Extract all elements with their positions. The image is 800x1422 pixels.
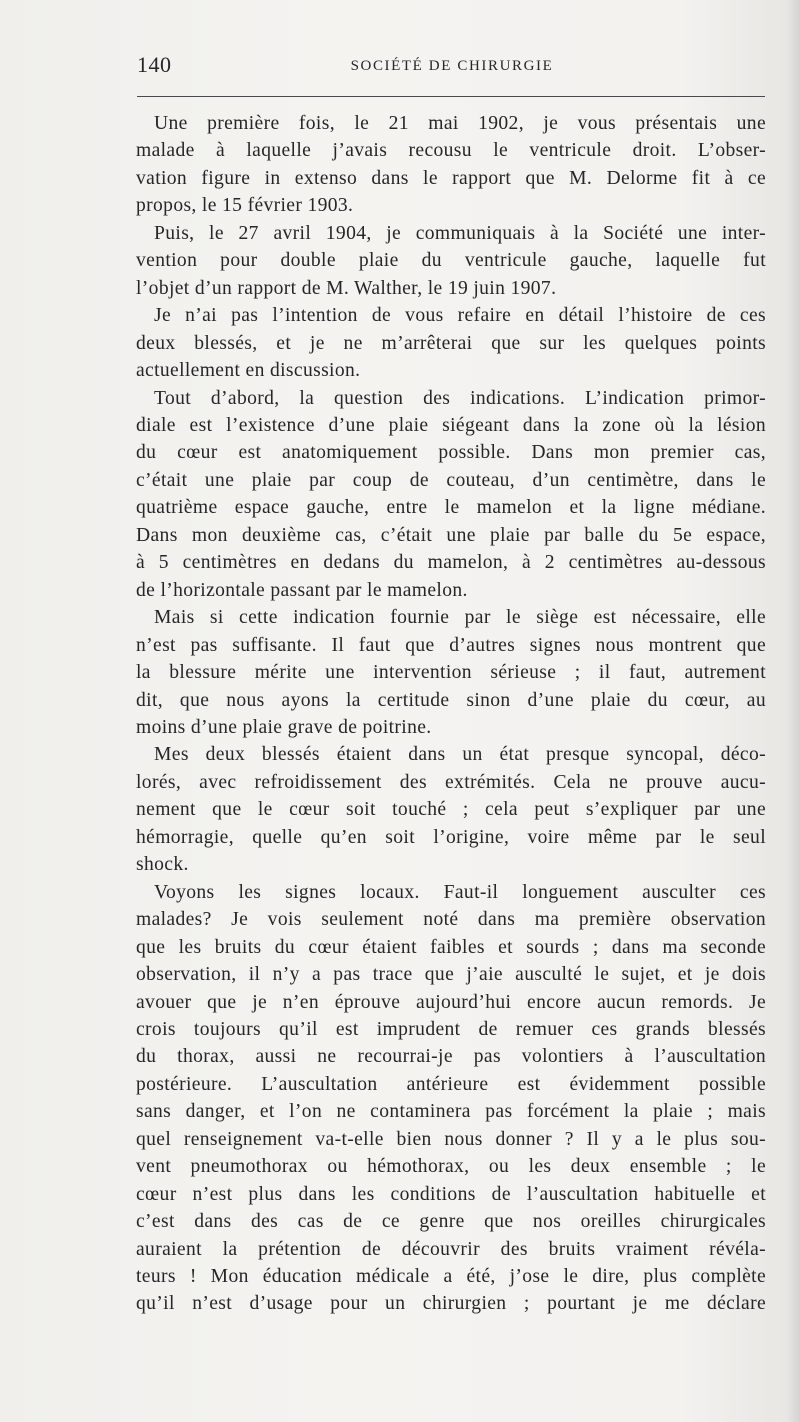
text-line: diale est l’existence d’une plaie siégeant dans la zone où la lésion xyxy=(136,414,766,436)
text-line: vention pour double plaie du ventricule gauche, laquelle fut xyxy=(136,250,766,272)
text-line: du thorax, aussi ne recourrai-je pas volontiers à l’auscultation xyxy=(136,1046,766,1068)
text-line: postérieure. L’auscultation antérieure est évidemment possible xyxy=(136,1073,766,1095)
page-header xyxy=(137,52,765,84)
text-line: vation figure in extenso dans le rapport que M. Delorme fit à ce xyxy=(136,167,766,189)
text-line: sans danger, et l’on ne contaminera pas forcément la plaie ; mais xyxy=(136,1101,766,1123)
text-line: crois toujours qu’il est imprudent de remuer ces grands blessés xyxy=(136,1018,766,1040)
text-line: la blessure mérite une intervention sérieuse ; il faut, autrement xyxy=(136,662,766,684)
text-line: vent pneumothorax ou hémothorax, ou les deux ensemble ; le xyxy=(136,1156,766,1178)
text-line: avouer que je n’en éprouve aujourd’hui encore aucun remords. Je xyxy=(136,991,766,1013)
text-line: malade à laquelle j’avais recousu le ventricule droit. L’obser- xyxy=(136,140,766,162)
text-line: deux blessés, et je ne m’arrêterai que sur les quelques points xyxy=(136,332,766,354)
page-number: 140 xyxy=(137,52,172,77)
text-line: l’objet d’un rapport de M. Walther, le 19 juin 1907. xyxy=(136,277,557,299)
text-line: moins d’une plaie grave de poitrine. xyxy=(136,716,432,738)
text-line: Puis, le 27 avril 1904, je communiquais à la Société une inter- xyxy=(154,222,766,244)
body-text xyxy=(136,110,766,1318)
text-line: c’était une plaie par coup de couteau, d’un centimètre, dans le xyxy=(136,469,766,491)
text-line: Je n’ai pas l’intention de vous refaire en détail l’histoire de ces xyxy=(154,305,766,327)
text-line: n’est pas suffisante. Il faut que d’autres signes nous montrent que xyxy=(136,634,766,656)
text-line: à 5 centimètres en dedans du mamelon, à 2 centimètres au-dessous xyxy=(136,552,766,574)
text-line: que les bruits du cœur étaient faibles et sourds ; dans ma seconde xyxy=(136,936,766,958)
text-line: shock. xyxy=(136,854,189,876)
text-line: de l’horizontale passant par le mamelon. xyxy=(136,579,468,601)
text-line: cœur n’est plus dans les conditions de l’auscultation habituelle et xyxy=(136,1183,766,1205)
text-line: auraient la prétention de découvrir des bruits vraiment révéla- xyxy=(136,1238,766,1260)
text-line: du cœur est anatomiquement possible. Dans mon premier cas, xyxy=(136,442,766,464)
page-edge-shadow xyxy=(786,0,800,1422)
text-line: malades? Je vois seulement noté dans ma première observation xyxy=(136,909,766,931)
text-line: quatrième espace gauche, entre le mamelon et la ligne médiane. xyxy=(136,497,766,519)
text-line: lorés, avec refroidissement des extrémités. Cela ne prouve aucu- xyxy=(136,771,766,793)
text-line: hémorragie, quelle qu’en soit l’origine, voire même par le seul xyxy=(136,826,766,848)
text-line: Dans mon deuxième cas, c’était une plaie par balle du 5e espace, xyxy=(136,524,766,546)
text-line: Tout d’abord, la question des indications. L’indication primor- xyxy=(154,387,766,409)
text-line: propos, le 15 février 1903. xyxy=(136,195,354,217)
text-line: actuellement en discussion. xyxy=(136,360,361,382)
text-line: Une première fois, le 21 mai 1902, je vous présentais une xyxy=(154,113,766,134)
text-line: Voyons les signes locaux. Faut-il longuement ausculter ces xyxy=(154,881,766,903)
text-line: dit, que nous ayons la certitude sinon d’une plaie du cœur, au xyxy=(136,689,766,711)
text-line: quel renseignement va-t-elle bien nous donner ? Il y a le plus sou- xyxy=(136,1128,766,1150)
running-head: SOCIÉTÉ DE CHIRURGIE xyxy=(350,58,554,74)
text-line: qu’il n’est d’usage pour un chirurgien ; pourtant je me déclare xyxy=(136,1293,766,1315)
text-line: teurs ! Mon éducation médicale a été, j’ose le dire, plus complète xyxy=(136,1266,766,1288)
text-line: Mais si cette indication fournie par le siège est nécessaire, elle xyxy=(154,607,766,629)
text-line: Mes deux blessés étaient dans un état presque syncopal, déco- xyxy=(154,744,766,766)
text-line: nement que le cœur soit touché ; cela peut s’expliquer par une xyxy=(136,799,766,821)
header-rule xyxy=(137,96,765,97)
text-line: observation, il n’y a pas trace que j’aie ausculté le sujet, et je dois xyxy=(136,964,766,986)
text-line: c’est dans des cas de ce genre que nos oreilles chirurgicales xyxy=(136,1211,766,1233)
